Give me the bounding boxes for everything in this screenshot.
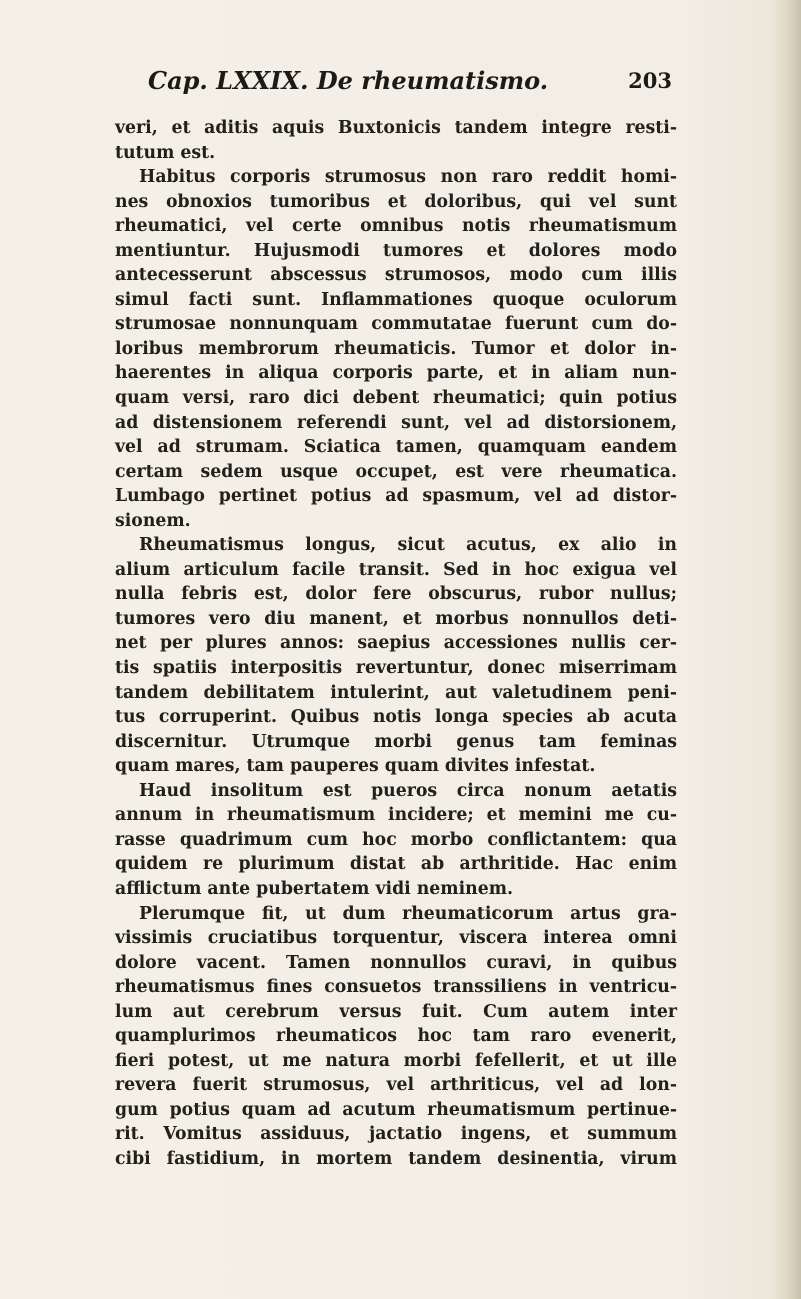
text-line: Haud insolitum est pueros circa nonum aetatis — [139, 780, 677, 801]
text-line: alium articulum facile transit. Sed in hoc exigua vel — [115, 559, 677, 580]
text-line: antecesserunt abscessus strumosos, modo cum illis — [115, 265, 677, 286]
text-line: gum potius quam ad acutum rheumatismum pertinue- — [115, 1099, 677, 1120]
text-line: nes obnoxios tumoribus et doloribus, qui vel sunt — [115, 191, 677, 212]
text-line: rheumatici, vel certe omnibus notis rheumatismum — [115, 216, 677, 237]
text-line: lum aut cerebrum versus fuit. Cum autem inter — [115, 1001, 677, 1022]
text-line: quam versi, raro dici debent rheumatici; quin potius — [115, 388, 677, 409]
running-title: Cap. LXXIX. De rheumatismo. — [148, 66, 549, 95]
text-line: rit. Vomitus assiduus, jactatio ingens, et summum — [115, 1124, 677, 1145]
text-line: dolore vacent. Tamen nonnullos curavi, in quibus — [115, 952, 677, 973]
text-line: revera fuerit strumosus, vel arthriticus, vel ad lon- — [115, 1075, 677, 1096]
text-line: rasse quadrimum cum hoc morbo conflictantem: qua — [115, 829, 677, 850]
text-line: tandem debilitatem intulerint, aut valetudinem peni- — [115, 682, 677, 703]
text-line: Rheumatismus longus, sicut acutus, ex alio in — [139, 535, 677, 556]
text-line: haerentes in aliqua corporis parte, et in aliam nun- — [115, 363, 677, 384]
text-line: quam mares, tam pauperes quam divites infestat. — [115, 756, 596, 777]
page-gutter-shadow — [771, 0, 801, 1299]
text-line: tumores vero diu manent, et morbus nonnullos deti- — [115, 608, 677, 629]
text-line: mentiuntur. Hujusmodi tumores et dolores modo — [115, 240, 677, 261]
text-line: Plerumque fit, ut dum rheumaticorum artus gra- — [139, 903, 677, 924]
text-line: sionem. — [115, 510, 191, 531]
text-line: vel ad strumam. Sciatica tamen, quamquam eandem — [115, 437, 677, 458]
text-line: Habitus corporis strumosus non raro reddit homi- — [139, 167, 677, 188]
text-line: tus corruperint. Quibus notis longa species ab acuta — [115, 707, 677, 728]
text-line: nulla febris est, dolor fere obscurus, rubor nullus; — [115, 584, 677, 605]
text-line: discernitur. Utrumque morbi genus tam feminas — [115, 731, 677, 752]
text-line: Lumbago pertinet potius ad spasmum, vel ad distor- — [115, 486, 677, 507]
text-line: fieri potest, ut me natura morbi fefellerit, et ut ille — [115, 1050, 677, 1071]
text-line: rheumatismus fines consuetos transsiliens in ventricu- — [115, 977, 677, 998]
running-header — [148, 66, 672, 102]
text-line: strumosae nonnunquam commutatae fuerunt cum do- — [115, 314, 677, 335]
page-number: 203 — [628, 68, 672, 93]
text-line: simul facti sunt. Inflammationes quoque oculorum — [115, 289, 677, 310]
text-line: cibi fastidium, in mortem tandem desinentia, virum — [115, 1148, 677, 1169]
text-line: certam sedem usque occupet, est vere rheumatica. — [115, 461, 677, 482]
text-line: tutum est. — [115, 142, 216, 163]
body-text — [115, 116, 677, 1172]
text-line: quamplurimos rheumaticos hoc tam raro evenerit, — [115, 1026, 677, 1047]
text-line: veri, et aditis aquis Buxtonicis tandem integre resti- — [115, 118, 677, 138]
text-line: afflictum ante pubertatem vidi neminem. — [115, 878, 514, 899]
text-line: quidem re plurimum distat ab arthritide. Hac enim — [115, 854, 677, 875]
text-line: net per plures annos: saepius accessiones nullis cer- — [115, 633, 677, 654]
text-line: ad distensionem referendi sunt, vel ad distorsionem, — [115, 412, 677, 433]
text-line: vissimis cruciatibus torquentur, viscera interea omni — [115, 928, 677, 949]
text-line: loribus membrorum rheumaticis. Tumor et dolor in- — [115, 338, 677, 359]
text-line: annum in rheumatismum incidere; et memini me cu- — [115, 805, 677, 826]
text-line: tis spatiis interpositis revertuntur, donec miserrimam — [115, 658, 677, 679]
